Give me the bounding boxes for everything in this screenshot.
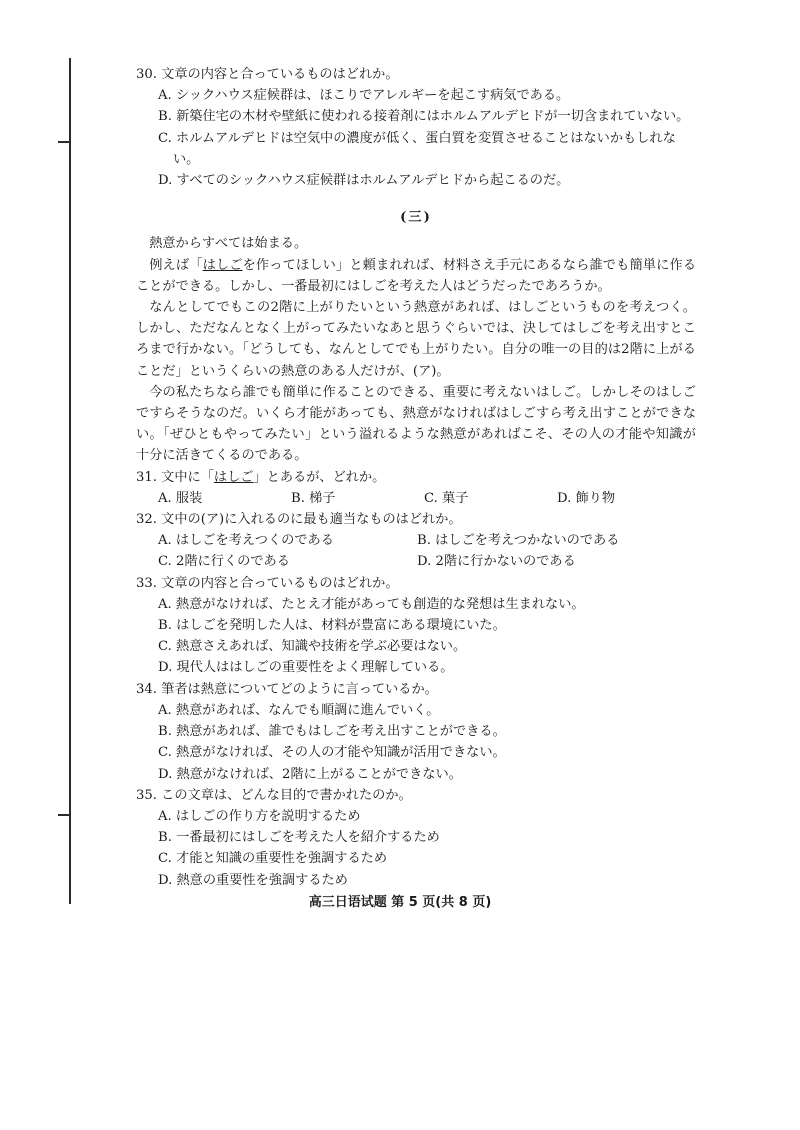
question-30-option-c: C. ホルムアルデヒドは空気中の濃度が低く、蛋白質を変質させることはないかもしれない。 xyxy=(158,130,676,167)
question-31-underlined-word: はしご xyxy=(213,469,254,485)
question-33-option-d: D. 現代人ははしごの重要性をよく理解している。 xyxy=(158,660,454,676)
question-33 xyxy=(136,573,696,679)
question-31-option-c: C. 菓子 xyxy=(424,490,469,506)
question-34-option-a: A. 熱意があれば、なんでも順調に進んでいく。 xyxy=(158,702,440,718)
margin-tick-bottom xyxy=(58,814,70,816)
question-31-stem-pre: 31. 文中に「 xyxy=(136,469,214,485)
page-footer: 高三日语试题 第 5 页(共 8 页) xyxy=(308,895,492,910)
question-33-option-c: C. 熱意さえあれば、知識や技術を学ぶ必要はない。 xyxy=(158,639,467,655)
question-31-options xyxy=(158,488,696,509)
passage-paragraph-2 xyxy=(136,255,696,297)
question-31-stem-post: 」とあるが、どれか。 xyxy=(253,469,386,485)
question-33-option-b: B. はしごを発明した人は、材料が豊富にある環境にいた。 xyxy=(158,618,506,634)
question-31-option-b: B. 梯子 xyxy=(291,490,336,506)
question-30-option-b: B. 新築住宅の木材や壁紙に使われる接着剤にはホルムアルデヒドが一切含まれていない。 xyxy=(158,109,690,125)
question-32-stem: 32. 文中の(ア)に入れるのに最も適当なものはどれか。 xyxy=(136,512,462,528)
passage-paragraph-1: 熱意からすべては始まる。 xyxy=(149,236,308,252)
question-30-option-d: D. すべてのシックハウス症候群はホルムアルデヒドから起こるのだ。 xyxy=(158,173,570,189)
question-30 xyxy=(136,64,696,191)
passage-paragraph-3: なんとしてでもこの2階に上がりたいという熱意があれば、はしごというものを考えつく。しかし、ただなんとなく上がってみたいなあと思うぐらいでは、決してはしごを考え出すところまで行かない。「どうしても、なんとしてでも上がりたい。自分の唯一の目的は2階に上がることだ」というくらいの熱意のある人だけが、(ア)。 xyxy=(136,300,696,379)
binding-margin-line xyxy=(69,58,71,904)
question-31-option-a: A. 服装 xyxy=(158,490,203,506)
passage-p2-post: を作ってほしい」と頼まれれば、材料さえ手元にあるなら誰でも簡単に作ることができる。しかし、一番最初にはしごを考えた人はどうだったであろうか。 xyxy=(136,257,697,294)
question-34-option-b: B. 熱意があれば、誰でもはしごを考え出すことができる。 xyxy=(158,724,506,740)
question-33-option-a: A. 熱意がなければ、たとえ才能があっても創造的な発想は生まれない。 xyxy=(158,596,585,612)
question-30-stem: 30. 文章の内容と合っているものはどれか。 xyxy=(136,67,399,82)
question-31-stem xyxy=(136,467,696,488)
underlined-word-hashigo: はしご xyxy=(202,257,243,273)
question-35 xyxy=(136,785,696,891)
question-34-option-c: C. 熱意がなければ、その人の才能や知識が活用できない。 xyxy=(158,745,506,761)
exam-page-content xyxy=(136,64,696,891)
question-32-option-a: A. はしごを考えつくのである xyxy=(158,533,334,549)
section-3-title: (三) xyxy=(400,210,432,226)
question-32-option-b: B. はしごを考えつかないのである xyxy=(417,533,620,549)
question-35-option-a: A. はしごの作り方を説明するため xyxy=(158,808,361,824)
question-34-stem: 34. 筆者は熱意についてどのように言っているか。 xyxy=(136,681,438,697)
question-32 xyxy=(136,509,696,573)
passage-paragraph-4: 今の私たちなら誰でも簡単に作ることのできる、重要に考えないはしご。しかしそのはしごですらそうなのだ。いくら才能があっても、熱意がなければはしごすら考え出すことができない。「ぜひともやってみたい」という溢れるような熱意があればこそ、その人の才能や知識が十分に活きてくるのである。 xyxy=(136,384,696,464)
margin-tick-top xyxy=(58,141,70,143)
reading-passage xyxy=(136,233,696,466)
question-35-stem: 35. この文章は、どんな目的で書かれたのか。 xyxy=(136,787,412,803)
question-34-option-d: D. 熱意がなければ、2階に上がることができない。 xyxy=(158,766,462,782)
question-32-options-row-2 xyxy=(158,551,696,572)
question-31-option-d: D. 飾り物 xyxy=(557,490,616,506)
question-35-option-b: B. 一番最初にはしごを考えた人を紹介するため xyxy=(158,830,440,846)
question-35-option-d: D. 熱意の重要性を強調するため xyxy=(158,872,348,888)
question-35-option-c: C. 才能と知識の重要性を強調するため xyxy=(158,851,388,867)
passage-p2-pre: 例えば「 xyxy=(149,257,203,273)
question-32-option-c: C. 2階に行くのである xyxy=(158,554,290,570)
question-34 xyxy=(136,679,696,785)
question-32-options-row-1 xyxy=(158,530,696,551)
question-31 xyxy=(136,467,696,509)
question-32-option-d: D. 2階に行かないのである xyxy=(417,554,576,570)
question-30-option-a: A. シックハウス症候群は、ほこりでアレルギーを起こす病気である。 xyxy=(158,88,570,104)
question-33-stem: 33. 文章の内容と合っているものはどれか。 xyxy=(136,575,399,591)
